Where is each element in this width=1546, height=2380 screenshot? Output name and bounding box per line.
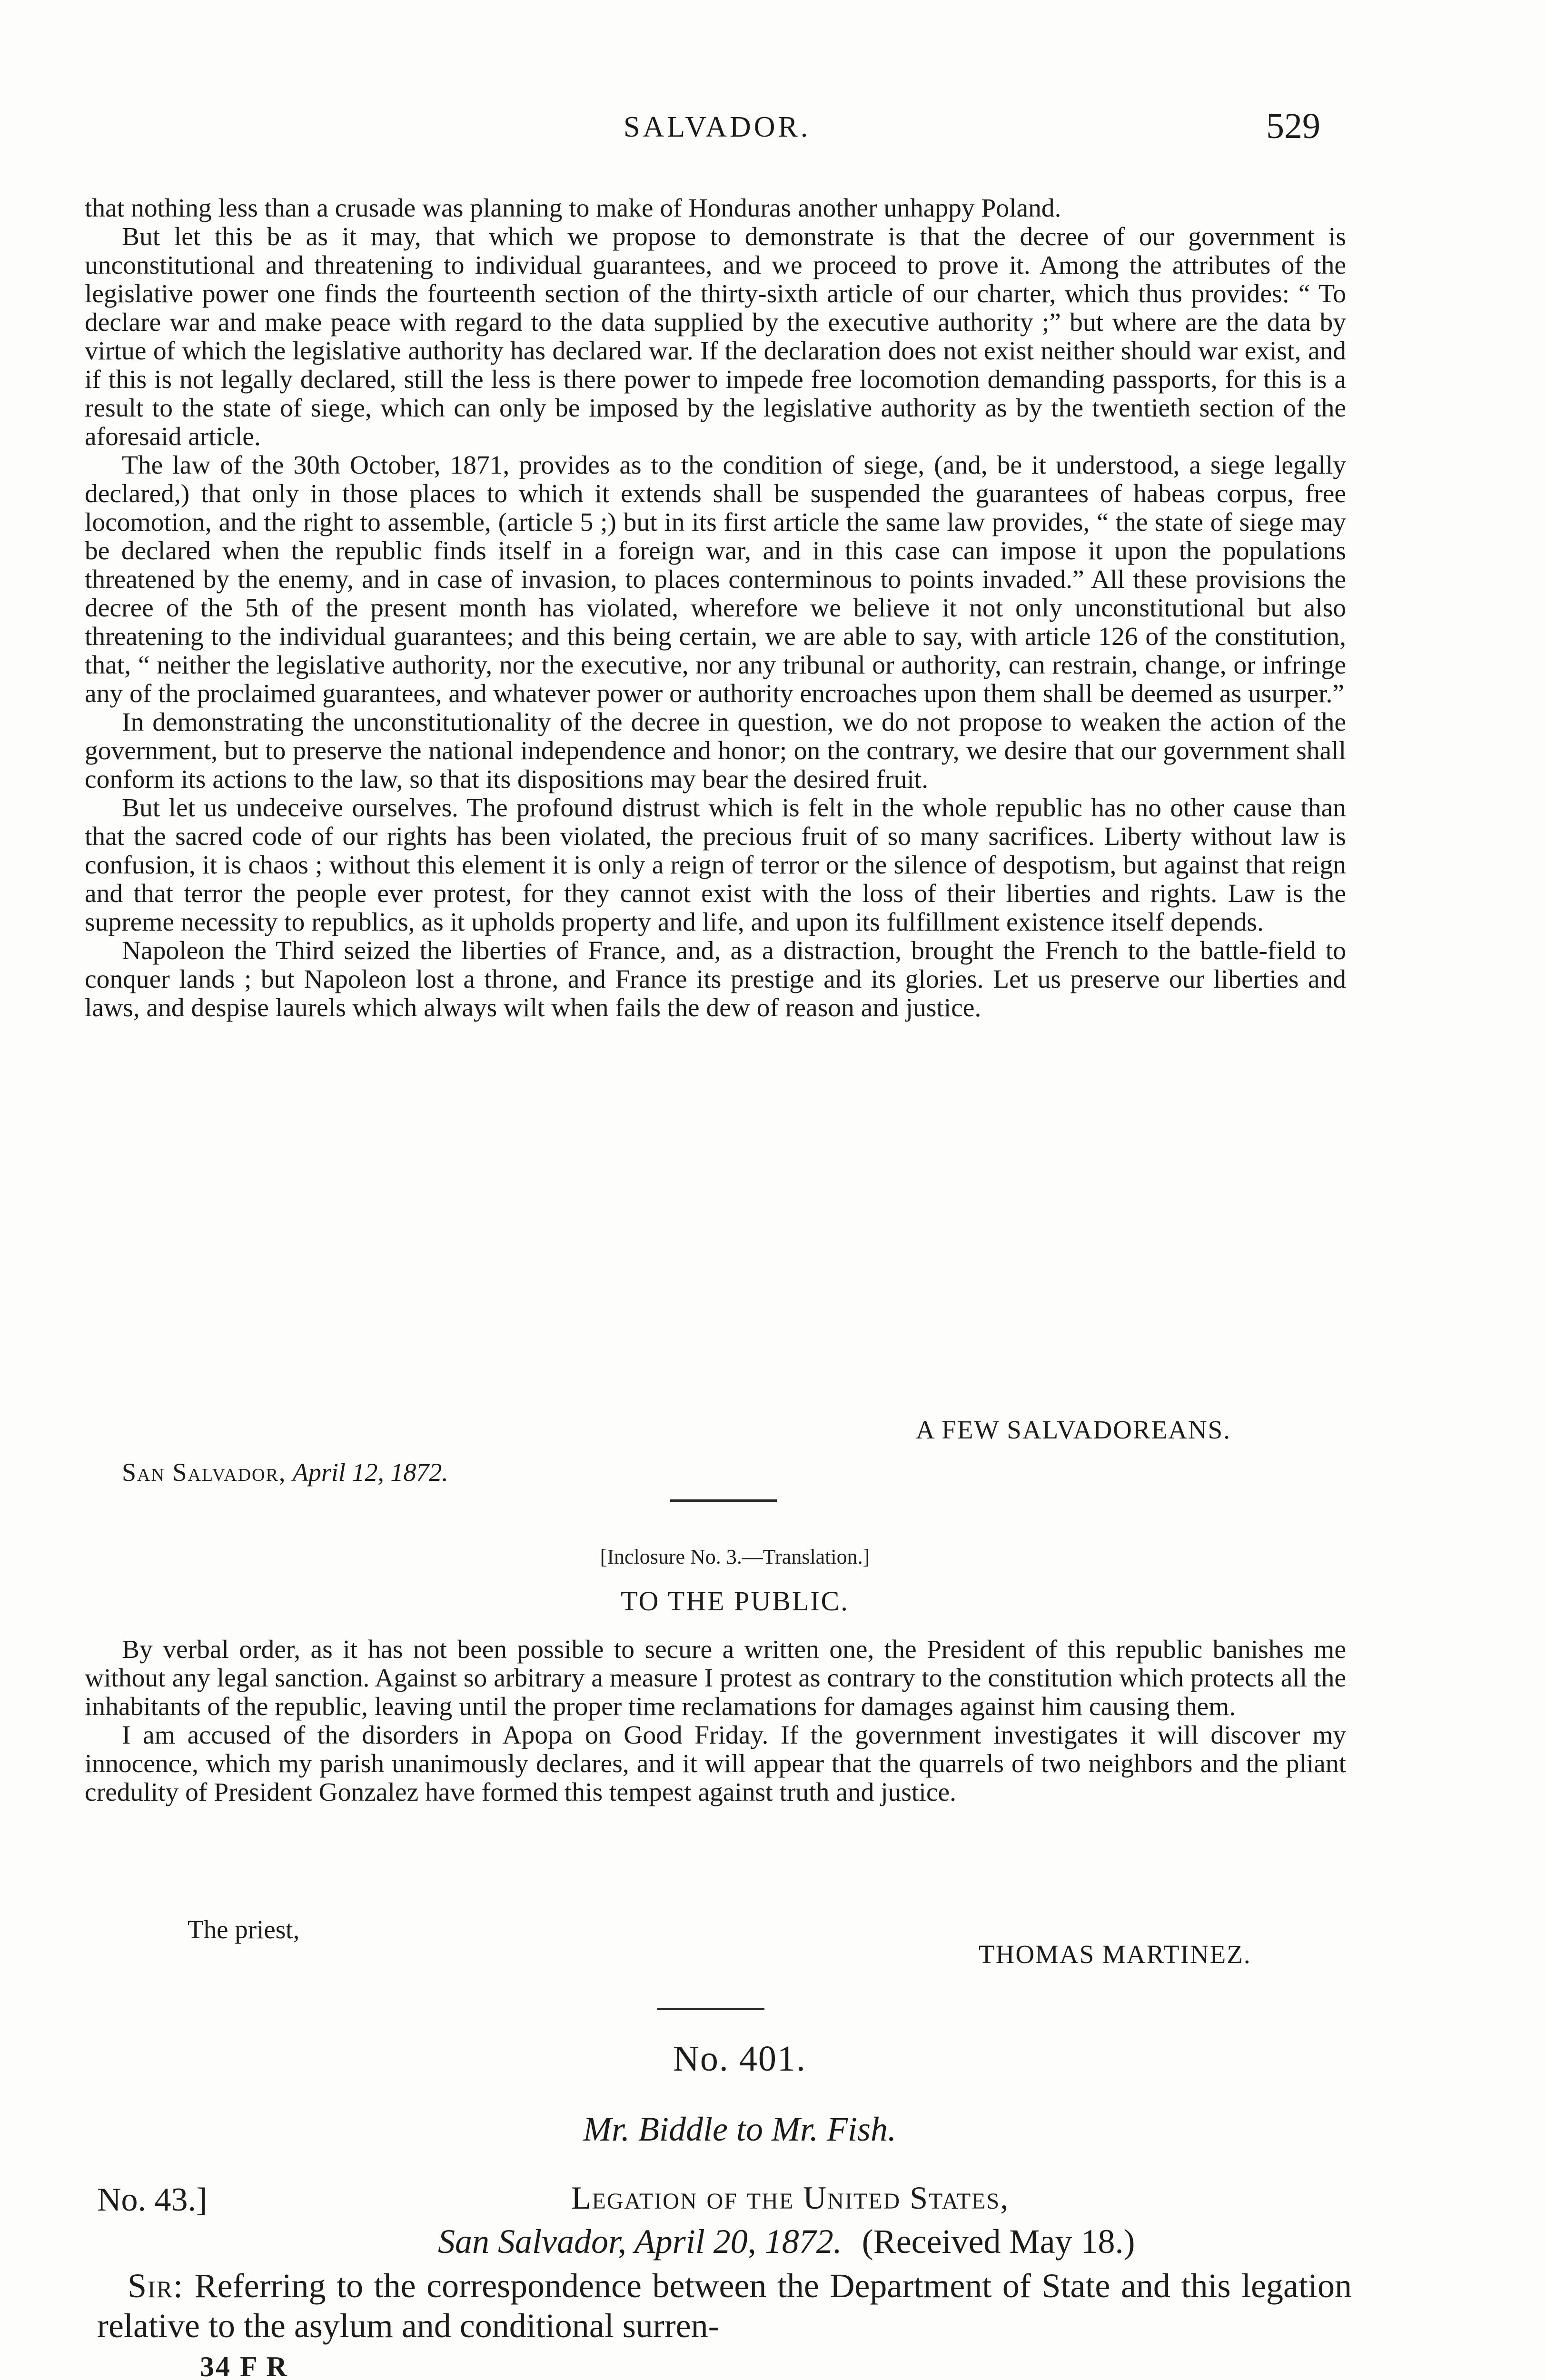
inclosure-label: [Inclosure No. 3.—Translation.] xyxy=(600,1545,870,1568)
section-divider-2 xyxy=(657,2008,764,2010)
inclosure-paragraph-2: I am accused of the disorders in Apopa on Good Friday. If the government investigates it will discover my innocence, which my parish unanimously declares, and it will appear that the quarrels of two neighbors and the pliant credulity of President Gonzalez have formed this tempest against truth and justice. xyxy=(85,1721,1346,1807)
salutation: Sir: xyxy=(128,2267,184,2305)
despatch-number: No. 401. xyxy=(673,2039,806,2079)
signature-mark: 34 F R xyxy=(200,2351,288,2380)
letter-paragraph-1: that nothing less than a crusade was planning to make of Honduras another unhappy Poland. xyxy=(85,194,1061,223)
letter-signature: A FEW SALVADOREANS. xyxy=(916,1415,1231,1444)
inclosure-title: TO THE PUBLIC. xyxy=(621,1586,849,1616)
despatch-opening-text: Referring to the correspondence between the Department of State and this legation relative to the asylum and conditional surren- xyxy=(97,2267,1352,2345)
page-number: 529 xyxy=(1266,106,1320,146)
letter-paragraph-3: The law of the 30th October, 1871, provides as to the condition of siege, (and, be it understood, a siege legally declared,) that only in those places to which it extends shall be suspended the guarantees of habeas corpus, free locomotion, and the right to assemble, (article 5 ;) but in its first article the same law provides, “ the state of siege may be declared when the republic finds itself in a foreign war, and in this case can impose it upon the populations threatened by the enemy, and in case of invasion, to places conterminous to points invaded.” All these provisions the decree of the 5th of the present month has violated, wherefore we believe it not only unconstitutional but also threatening to the individual guarantees; and this being certain, we are able to say, with article 126 of the constitution, that, “ neither the legislative authority, nor the executive, nor any tribunal or authority, can restrain, change, or infringe any of the proclaimed guarantees, and whatever power or authority encroaches upon them shall be deemed as usurper.” xyxy=(85,451,1346,708)
inclosure-signature: THOMAS MARTINEZ. xyxy=(979,1940,1251,1969)
inclosure-paragraph-1: By verbal order, as it has not been possible to secure a written one, the President of this republic banishes me without any legal sanction. Against so arbitrary a measure I protest as contrary to the constitution which protects all the inhabitants of the republic, leaving until the proper time reclamations for damages against him causing them. xyxy=(85,1635,1346,1721)
despatch-ref-number: No. 43.] xyxy=(97,2182,208,2218)
letter-paragraph-6: Napoleon the Third seized the liberties of France, and, as a distraction, brought the French to the battle-field to conquer lands ; but Napoleon lost a throne, and France its prestige and its glories. Let us preserve our liberties and laws, and despise laurels which always wilt when fails the dew of reason and justice. xyxy=(85,936,1346,1022)
letter-body xyxy=(85,194,1346,1022)
inclosure-body xyxy=(85,1636,1346,1807)
letter-paragraph-2: But let this be as it may, that which we propose to demonstrate is that the decree of our government is unconstitutional and threatening to individual guarantees, and we proceed to prove it. Among the attributes of the legislative power one finds the fourteenth section of the thirty-sixth article of our charter, which thus provides: “ To declare war and make peace with regard to the data supplied by the executive authority ;” but where are the data by virtue of which the legislative authority has declared war. If the declaration does not exist neither should war exist, and if this is not legally declared, still the less is there power to impede free locomotion demanding passports, for this is a result to the state of siege, which can only be imposed by the legislative authority as by the twentieth section of the aforesaid article. xyxy=(85,222,1346,451)
letter-dateline xyxy=(122,1458,448,1487)
letter-paragraph-4: In demonstrating the unconstitutionality of the decree in question, we do not propose to weaken the action of the government, but to preserve the national independence and honor; on the contrary, we desire that our government shall conform its actions to the law, so that its dispositions may bear the desired fruit. xyxy=(85,708,1346,794)
dateline-date: April 12, 1872. xyxy=(292,1458,448,1487)
inclosure-closing: The priest, xyxy=(188,1915,300,1944)
dateline-place: San Salvador, xyxy=(122,1458,287,1487)
legation-dateline xyxy=(438,2222,1135,2261)
section-divider xyxy=(670,1499,777,1502)
despatch-opening xyxy=(97,2266,1352,2346)
despatch-title: Mr. Biddle to Mr. Fish. xyxy=(583,2110,896,2148)
running-head-title: SALVADOR. xyxy=(624,111,811,143)
letter-paragraph-5: But let us undeceive ourselves. The profound distrust which is felt in the whole republic has no other cause than that the sacred code of our rights has been violated, the precious fruit of so many sacrifices. Liberty without law is confusion, it is chaos ; without this element it is only a reign of terror or the silence of despotism, but against that reign and that terror the people ever protest, for they cannot exist with the loss of their liberties and rights. Law is the supreme necessity to republics, as it upholds property and life, and upon its fulfillment existence itself depends. xyxy=(85,793,1346,937)
legation-heading: Legation of the United States, xyxy=(571,2180,1010,2216)
legation-place-date: San Salvador, April 20, 1872. xyxy=(438,2222,842,2261)
received-date: (Received May 18.) xyxy=(862,2222,1135,2261)
